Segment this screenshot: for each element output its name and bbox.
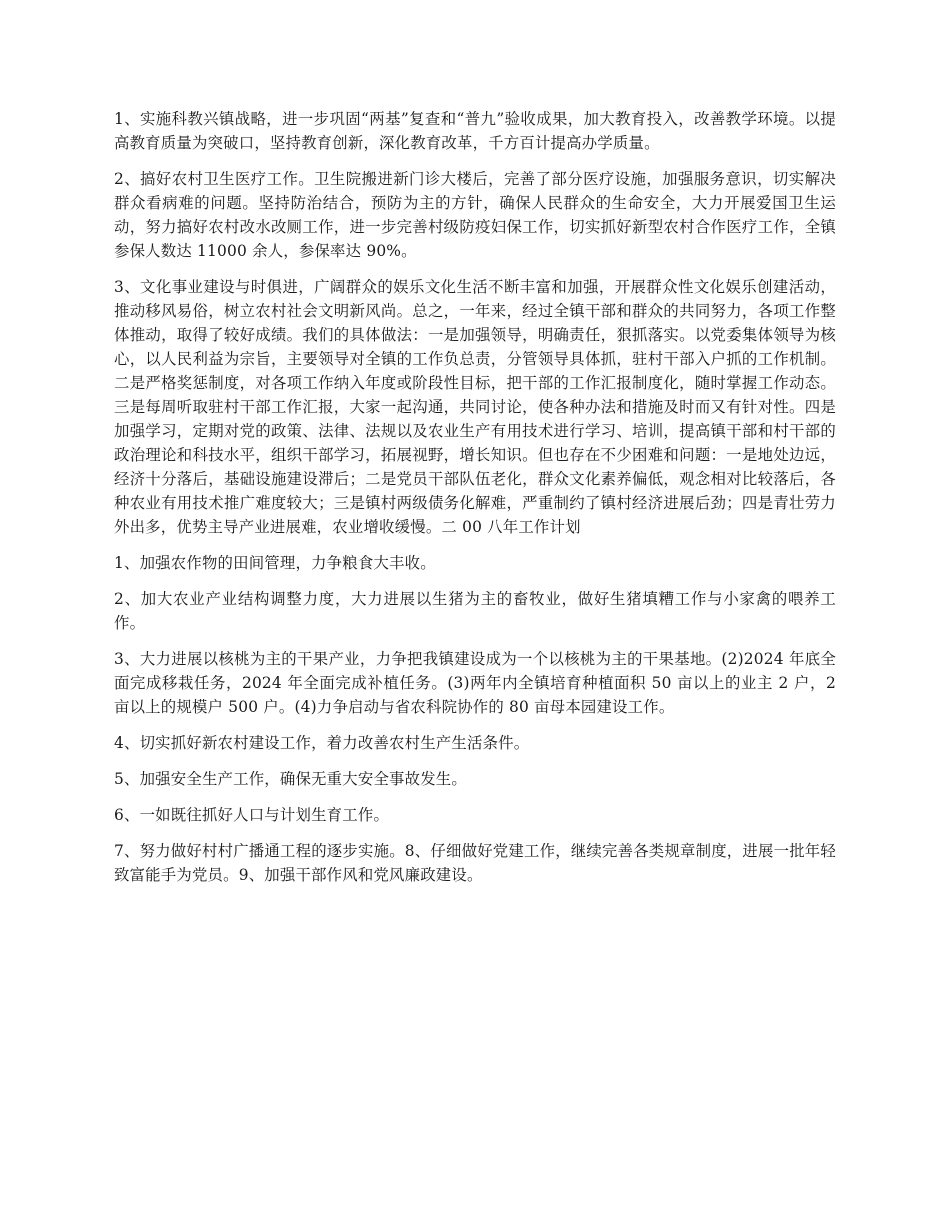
paragraph-plan-6: 6、一如既往抓好人口与计划生育工作。 <box>114 806 390 824</box>
paragraph-plan-7-9: 7、努力做好村村广播通工程的逐步实施。8、仔细做好党建工作，继续完善各类规章制度，进展一批年轻致富能手为党员。9、加强干部作风和党风廉政建设。 <box>114 842 836 884</box>
paragraph-plan-3: 3、大力进展以核桃为主的干果产业，力争把我镇建设成为一个以核桃为主的干果基地。(2)2024 年底全面完成移栽任务，2024 年全面完成补植任务。(3)两年内全镇培育种植面积 50 亩以上的业主 2 户，2 亩以上的规模户 500 户。(4)力争启动与省农科院协作的 80 亩母本园建设工作。 <box>114 650 836 716</box>
paragraph-plan-1: 1、加强农作物的田间管理，力争粮食大丰收。 <box>114 554 436 572</box>
paragraph-plan-2: 2、加大农业产业结构调整力度，大力进展以生猪为主的畜牧业，做好生猪填糟工作与小家禽的喂养工作。 <box>114 590 836 632</box>
paragraph-plan-4: 4、切实抓好新农村建设工作，着力改善农村生产生活条件。 <box>114 734 530 752</box>
paragraph-plan-5: 5、加强安全生产工作，确保无重大安全事故发生。 <box>114 770 467 788</box>
paragraph-culture: 3、文化事业建设与时俱进，广阔群众的娱乐文化生活不断丰富和加强，开展群众性文化娱乐创建活动，推动移风易俗，树立农村社会文明新风尚。总之，一年来，经过全镇干部和群众的共同努力，各项工作整体推动，取得了较好成绩。我们的具体做法：一是加强领导，明确责任，狠抓落实。以党委集体领导为核心，以人民利益为宗旨，主要领导对全镇的工作负总责，分管领导具体抓，驻村干部入户抓的工作机制。二是严格奖惩制度，对各项工作纳入年度或阶段性目标，把干部的工作汇报制度化，随时掌握工作动态。三是每周听取驻村干部工作汇报，大家一起沟通，共同讨论，使各种办法和措施及时而又有针对性。四是加强学习，定期对党的政策、法律、法规以及农业生产有用技术进行学习、培训，提高镇干部和村干部的政治理论和科技水平，组织干部学习，拓展视野，增长知识。但也存在不少困难和问题：一是地处边远，经济十分落后，基础设施建设滞后；二是党员干部队伍老化，群众文化素养偏低，观念相对比较落后，各种农业有用技术推广难度较大；三是镇村两级债务化解难，严重制约了镇村经济进展后劲；四是青壮劳力外出多，优势主导产业进展难，农业增收缓慢。二 00 八年工作计划 <box>114 278 836 536</box>
document-body <box>114 107 836 899</box>
paragraph-education: 1、实施科教兴镇战略，进一步巩固“两基”复查和“普九”验收成果，加大教育投入，改善教学环境。以提高教育质量为突破口，坚持教育创新，深化教育改革，千方百计提高办学质量。 <box>114 110 836 152</box>
paragraph-health: 2、搞好农村卫生医疗工作。卫生院搬进新门诊大楼后，完善了部分医疗设施，加强服务意识，切实解决群众看病难的问题。坚持防治结合，预防为主的方针，确保人民群众的生命安全，大力开展爱国卫生运动，努力搞好农村改水改厕工作，进一步完善村级防疫妇保工作，切实抓好新型农村合作医疗工作，全镇参保人数达 11000 余人，参保率达 90%。 <box>114 170 836 260</box>
